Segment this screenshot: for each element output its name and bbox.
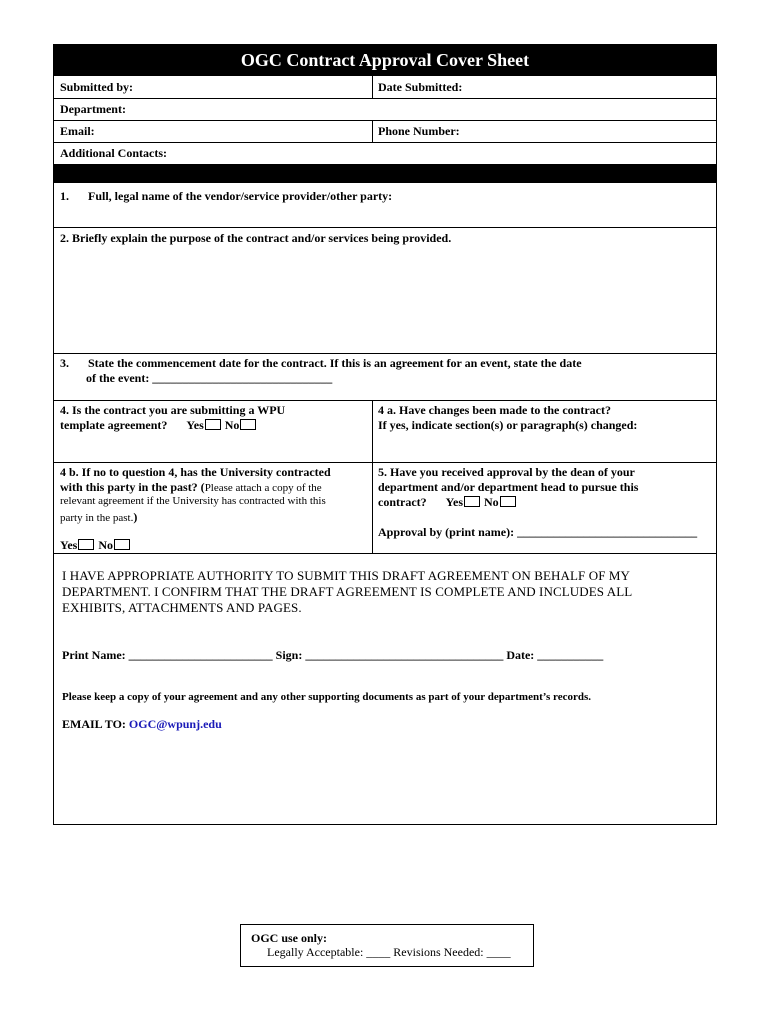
question-4-row <box>54 400 716 462</box>
section-divider-bar <box>54 164 716 183</box>
department-row <box>54 98 716 120</box>
question-5-yes-label: Yes <box>445 495 463 509</box>
question-4b-row <box>54 462 716 553</box>
form-title: OGC Contract Approval Cover Sheet <box>54 45 716 76</box>
email-row <box>54 120 716 142</box>
question-4b-no-label: No <box>98 538 114 552</box>
signature-line[interactable]: Print Name: ________________________ Sign: _________________________________ Date: ___________ <box>62 648 604 662</box>
question-4b-line-2-normal: Please attach a copy of the <box>204 482 322 494</box>
question-3-line-2: of the event: ______________________________ <box>86 371 333 385</box>
question-4b-line-4-end: ) <box>133 510 138 524</box>
question-4-line-1: 4. Is the contract you are submitting a WPU <box>60 403 286 417</box>
question-4b-yes-label: Yes <box>60 538 78 552</box>
approval-print-name-field[interactable]: Approval by (print name): ______________________________ <box>378 525 698 539</box>
question-2-text: 2. Briefly explain the purpose of the contract and/or services being provided. <box>60 231 452 245</box>
question-4-prompt: template agreement? <box>60 418 168 432</box>
question-4b-line-3: relevant agreement if the University has contracted with this <box>60 495 326 507</box>
certification-statement: I HAVE APPROPRIATE AUTHORITY TO SUBMIT THIS DRAFT AGREEMENT ON BEHALF OF MY DEPARTMENT. I CONFIRM THAT THE DRAFT AGREEMENT IS COMPLETE AND INCLUDES ALL EXHIBITS, ATTACHMENTS AND PAGES. <box>62 568 632 615</box>
question-4b-line-4 <box>60 510 137 525</box>
question-3-line-1: State the commencement date for the contract. If this is an agreement for an event, state the date <box>88 356 582 370</box>
submitted-row <box>54 76 716 98</box>
question-1 <box>54 183 716 227</box>
email-label: Email: <box>60 124 95 138</box>
email-to-label: EMAIL TO: <box>62 717 129 731</box>
question-5-line-3 <box>378 495 517 510</box>
question-4-yes-label: Yes <box>186 418 204 432</box>
question-4a-line-1: 4 a. Have changes been made to the contract? <box>378 403 611 417</box>
phone-number-label: Phone Number: <box>378 124 460 138</box>
submitted-by-label: Submitted by: <box>60 80 134 94</box>
ogc-use-only-title: OGC use only: <box>251 931 328 945</box>
email-to-line <box>62 717 222 732</box>
question-5-line-2: department and/or department head to pursue this <box>378 480 639 494</box>
question-4b-yes-checkbox[interactable] <box>78 539 94 550</box>
contract-approval-form <box>53 44 717 825</box>
question-5-no-label: No <box>484 495 499 509</box>
question-5-yes-checkbox[interactable] <box>464 496 480 507</box>
ogc-email-link[interactable]: OGC@wpunj.edu <box>128 717 222 731</box>
question-4b-line-2-bold: with this party in the past? ( <box>60 480 205 494</box>
question-3 <box>54 353 716 400</box>
ogc-use-only-box <box>240 924 534 967</box>
question-4-no-label: No <box>224 418 240 432</box>
additional-contacts-row <box>54 142 716 164</box>
question-1-number: 1. <box>60 189 69 203</box>
column-divider <box>372 120 373 142</box>
question-4b-line-2 <box>60 480 322 495</box>
additional-contacts-label: Additional Contacts: <box>60 146 168 160</box>
question-5-no-checkbox[interactable] <box>500 496 516 507</box>
question-1-text: Full, legal name of the vendor/service provider/other party: <box>88 189 393 203</box>
question-4b-line-1: 4 b. If no to question 4, has the University contracted <box>60 465 331 479</box>
question-4b-no-checkbox[interactable] <box>114 539 130 550</box>
question-4-no-checkbox[interactable] <box>240 419 256 430</box>
ogc-review-line: Legally Acceptable: ____ Revisions Needed: ____ <box>267 945 511 959</box>
question-4a-line-2: If yes, indicate section(s) or paragraph(s) changed: <box>378 418 638 432</box>
question-2 <box>54 227 716 353</box>
question-5-line-1: 5. Have you received approval by the dean of your <box>378 465 635 479</box>
question-4b-line-4-text: party in the past. <box>60 512 134 524</box>
question-4-line-2 <box>60 418 257 433</box>
records-note: Please keep a copy of your agreement and any other supporting documents as part of your department’s records. <box>62 691 591 703</box>
question-4b-answers <box>60 538 131 553</box>
column-divider <box>372 76 373 98</box>
department-label: Department: <box>60 102 126 116</box>
question-3-number: 3. <box>60 356 69 370</box>
question-5-prompt: contract? <box>378 495 427 509</box>
certification-section <box>54 553 716 824</box>
date-submitted-label: Date Submitted: <box>378 80 463 94</box>
question-4-yes-checkbox[interactable] <box>205 419 221 430</box>
